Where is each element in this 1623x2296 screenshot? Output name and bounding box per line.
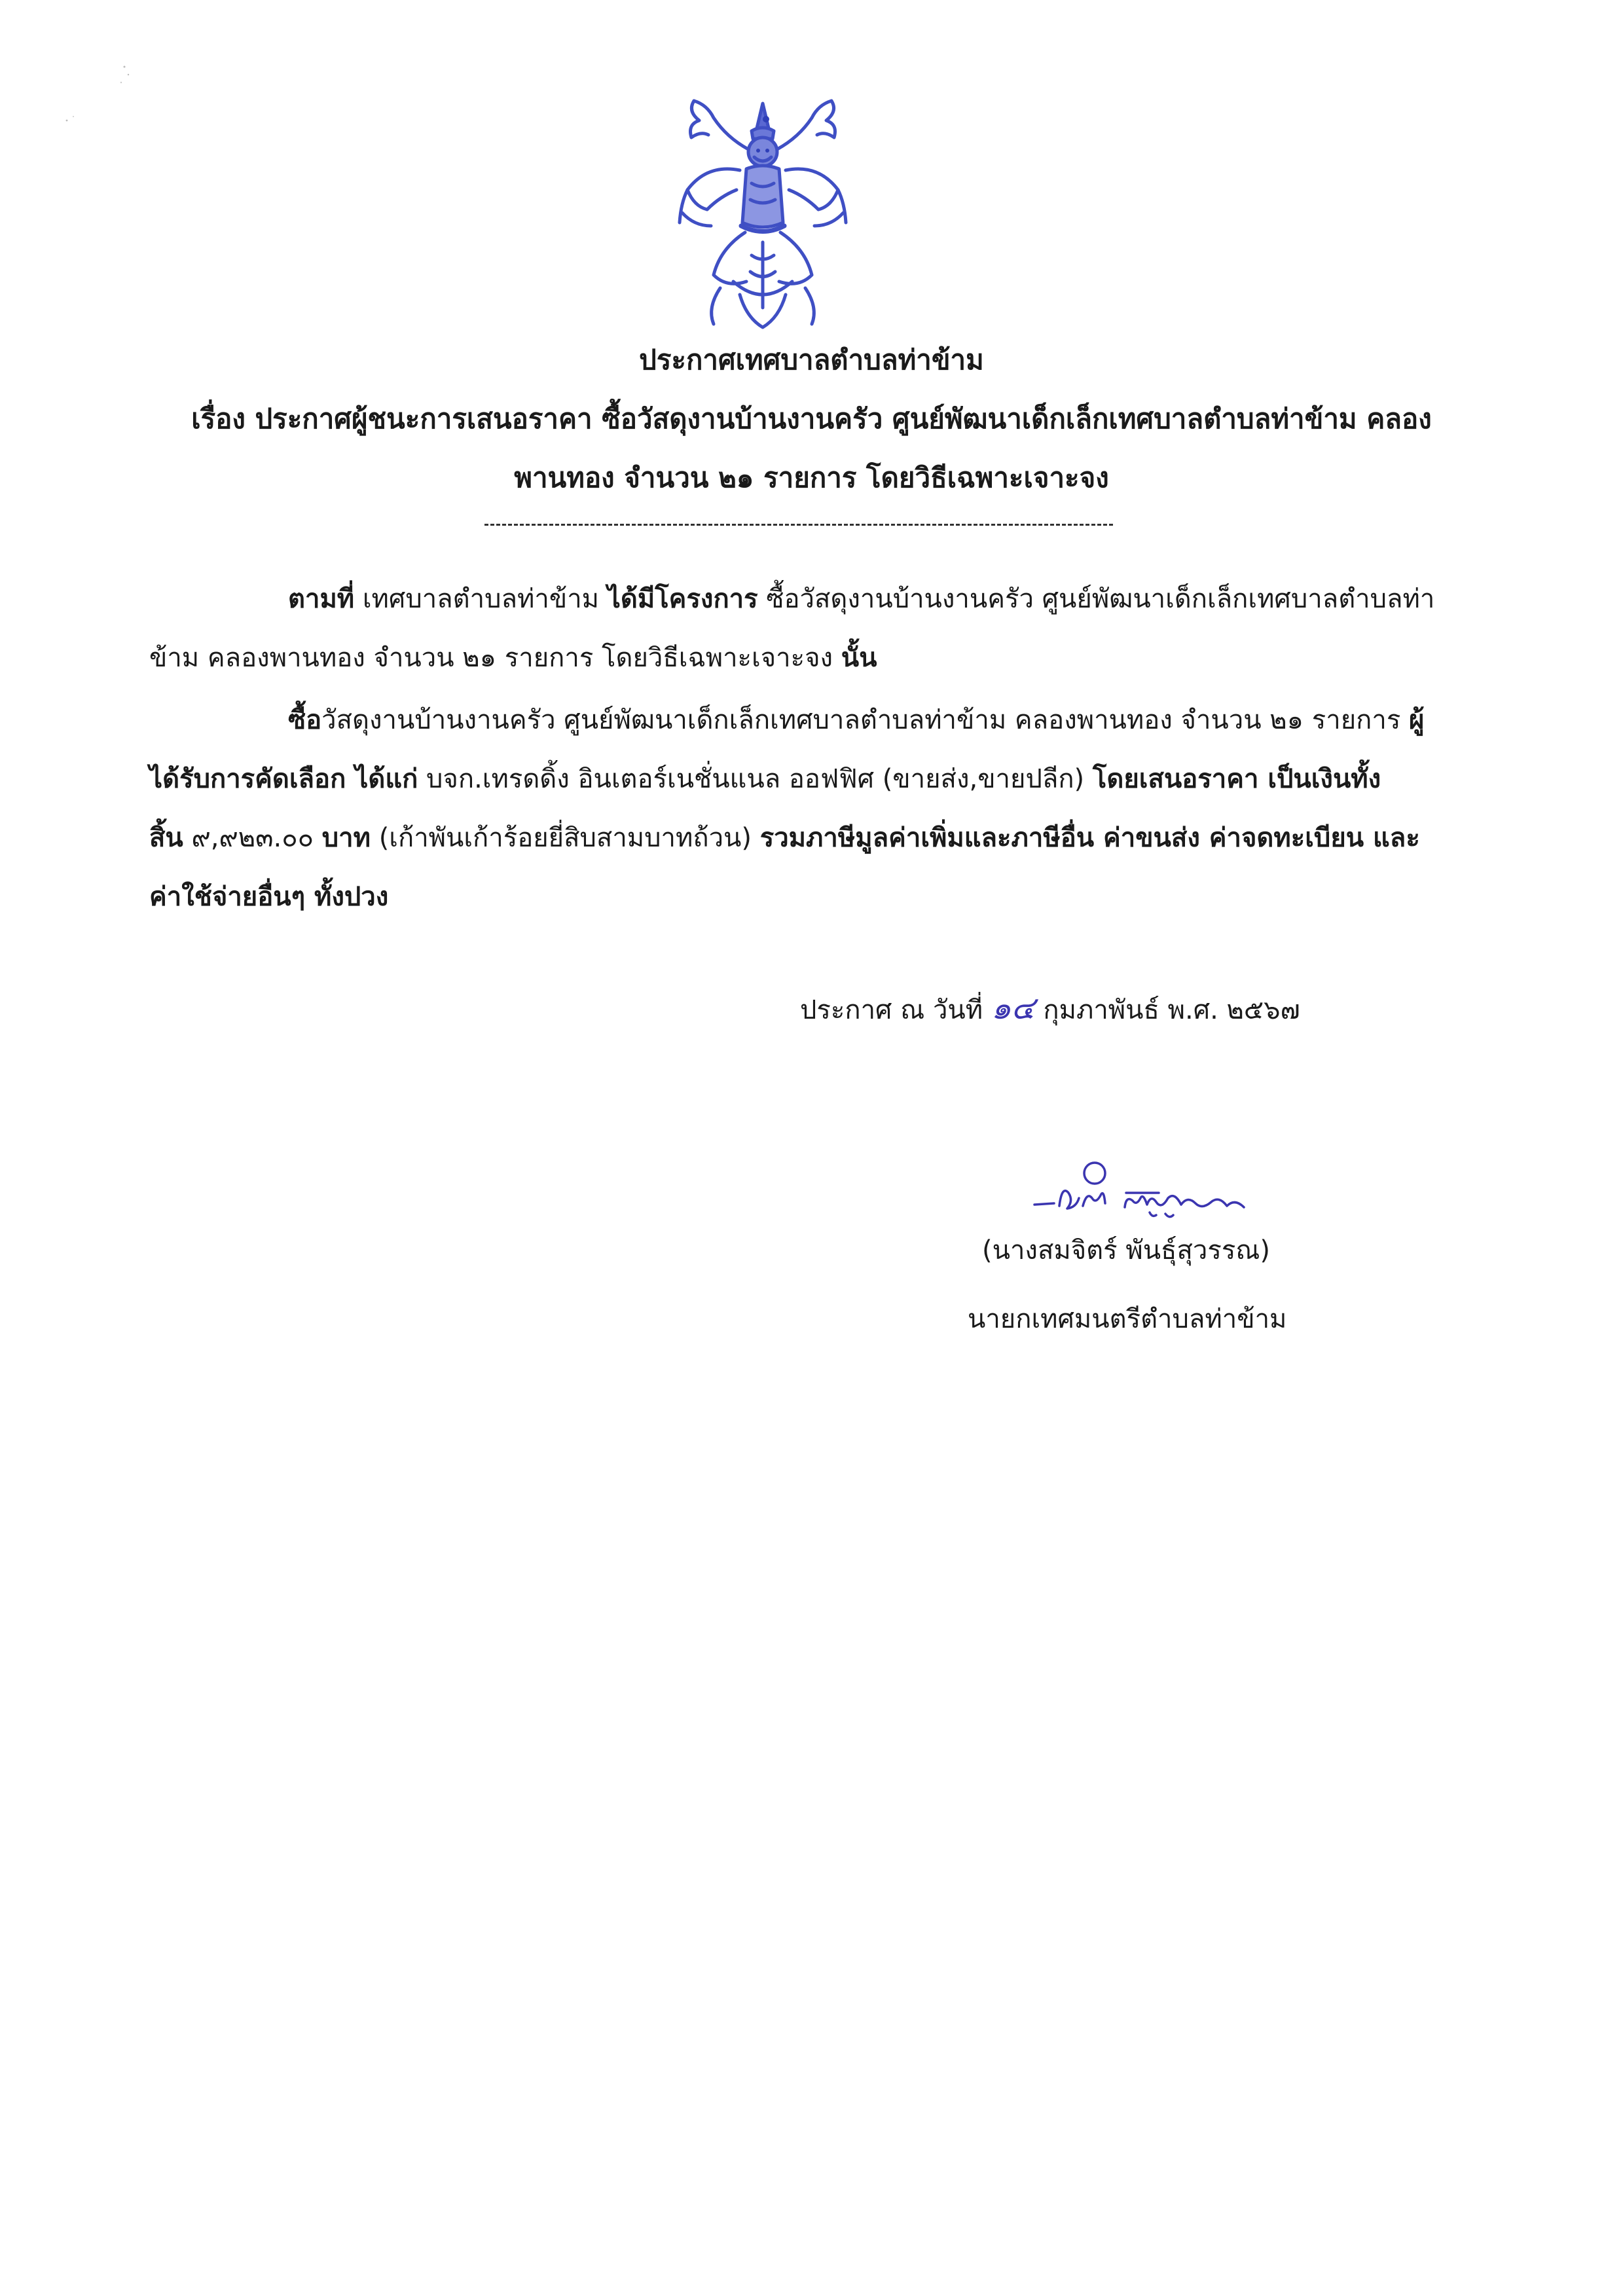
vendor-name: บจก.เทรดดิ้ง อินเตอร์เนชั่นแนล ออฟฟิศ (ขายส่ง,ขายปลีก) [418, 764, 1093, 794]
announcement-title: ประกาศเทศบาลตำบลท่าข้าม [639, 344, 984, 376]
text: ข้าม คลองพานทอง จำนวน ๒๑ รายการ โดยวิธีเฉพาะเจาะจง [149, 643, 841, 673]
paragraph-2-line-3 [149, 818, 1420, 858]
paragraph-2-line-2 [149, 759, 1381, 799]
paragraph-1-line-1 [288, 579, 1434, 619]
handwritten-day: ๑๔ [991, 990, 1035, 1027]
paragraph-2-line-4 [149, 877, 388, 917]
signatory-position: นายกเทศมนตรีตำบลท่าข้าม [968, 1304, 1287, 1334]
text: ซื้อวัสดุงานบ้านงานครัว ศูนย์พัฒนาเด็กเล็กเทศบาลตำบลท่า [757, 584, 1435, 614]
paragraph-2-line-1 [288, 701, 1424, 740]
text-bold: โดยเสนอราคา เป็นเงินทั้ง [1092, 764, 1381, 794]
subject-line-1: เรื่อง ประกาศผู้ชนะการเสนอราคา ซื้อวัสดุงานบ้านงานครัว ศูนย์พัฒนาเด็กเล็กเทศบาลตำบลท่าข้าม คลอง [191, 403, 1432, 435]
text-bold: ได้มีโครงการ [607, 584, 758, 614]
text-bold: ได้รับการคัดเลือก ได้แก่ [149, 764, 418, 794]
text-bold: ค่าใช้จ่ายอื่นๆ ทั้งปวง [149, 882, 389, 912]
announcement-date [800, 989, 1300, 1030]
signatory-name: (นางสมจิตร์ พันธุ์สุวรรณ) [982, 1235, 1271, 1266]
subject-line-2: พานทอง จำนวน ๒๑ รายการ โดยวิธีเฉพาะเจาะจง [514, 462, 1109, 494]
text-bold: นั้น [841, 643, 877, 673]
text-bold: รวมภาษีมูลค่าเพิ่มและภาษีอื่น ค่าขนส่ง ค่าจดทะเบียน และ [759, 823, 1420, 853]
dashed-separator [484, 524, 1113, 526]
paragraph-1-line-2 [149, 638, 877, 678]
date-prefix: ประกาศ ณ วันที่ [800, 995, 983, 1025]
text-bold: ผู้ [1409, 705, 1425, 735]
handwritten-signature [1028, 1152, 1264, 1224]
scan-specks [59, 52, 137, 131]
text-bold: สิ้น [149, 823, 183, 853]
text: เทศบาลตำบลท่าข้าม [354, 584, 608, 614]
garuda-emblem-icon [668, 92, 858, 334]
date-month-year: กุมภาพันธ์ พ.ศ. ๒๕๖๗ [1043, 995, 1300, 1025]
text-bold: บาท [321, 823, 371, 853]
amount-value: ๙,๙๒๓.๐๐ [183, 823, 322, 853]
amount-in-words: (เก้าพันเก้าร้อยยี่สิบสามบาทถ้วน) [370, 823, 760, 853]
text-bold: ซื้อ [288, 705, 322, 735]
text-bold: ตามที่ [288, 584, 355, 614]
text: วัสดุงานบ้านงานครัว ศูนย์พัฒนาเด็กเล็กเทศบาลตำบลท่าข้าม คลองพานทอง จำนวน ๒๑ รายการ [321, 705, 1410, 735]
